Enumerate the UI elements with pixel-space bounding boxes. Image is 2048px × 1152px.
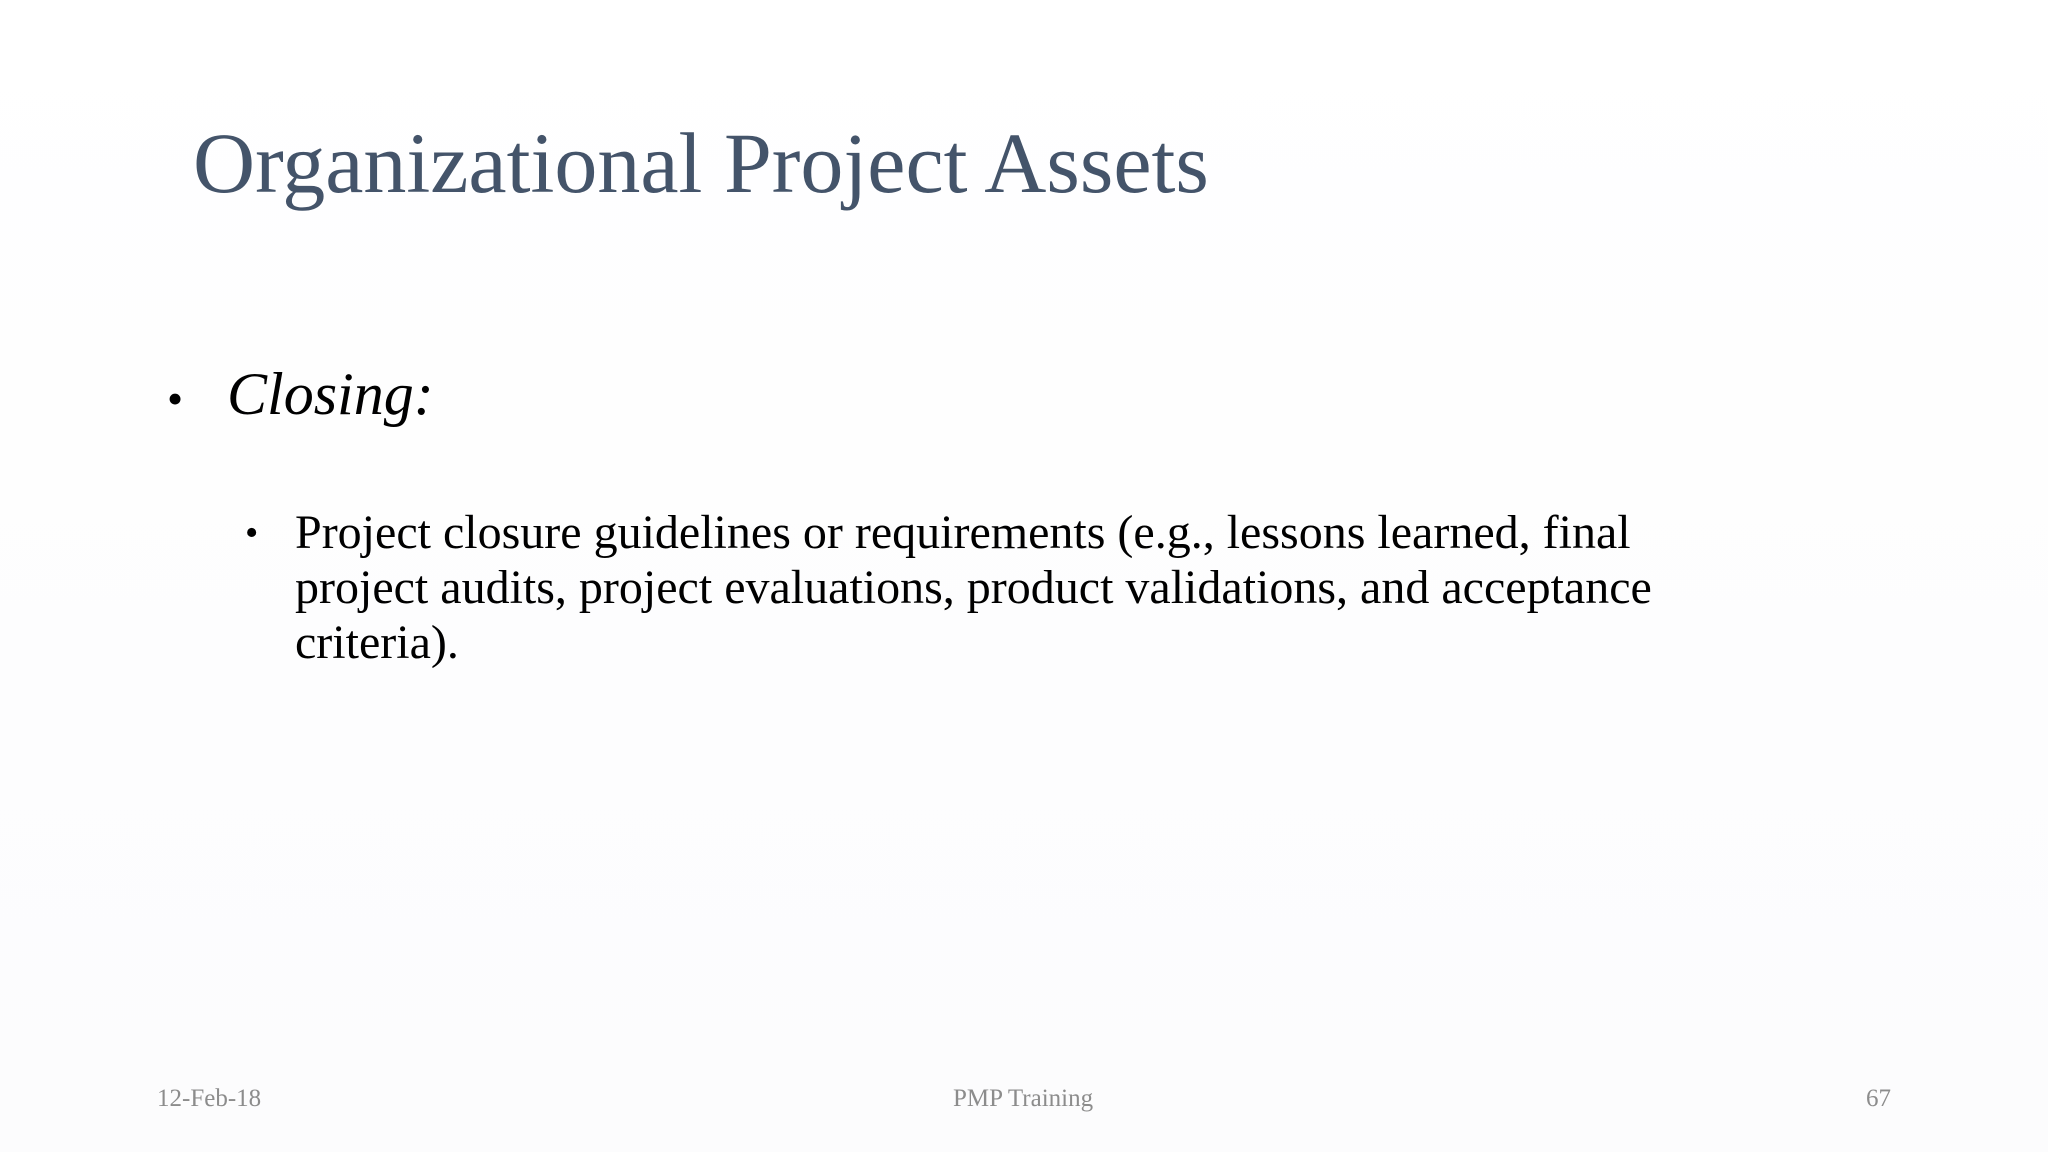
sub-bullet-closure-guidelines (245, 505, 1775, 670)
sub-bullet-text: Project closure guidelines or requirements (e.g., lessons learned, final project audits, project evaluations, product validations, and acceptance criteria). (295, 506, 1652, 669)
footer-title: PMP Training (953, 1085, 1094, 1112)
bullet-dot-icon: • (167, 373, 184, 424)
bullet-closing (167, 360, 1867, 429)
footer-page-number: 67 (1866, 1085, 1891, 1112)
slide-title: Organizational Project Assets (193, 115, 1209, 211)
sub-bullet-dot-icon: • (245, 512, 259, 554)
bullet-text: Closing: (227, 361, 434, 427)
footer-date: 12-Feb-18 (157, 1085, 262, 1112)
